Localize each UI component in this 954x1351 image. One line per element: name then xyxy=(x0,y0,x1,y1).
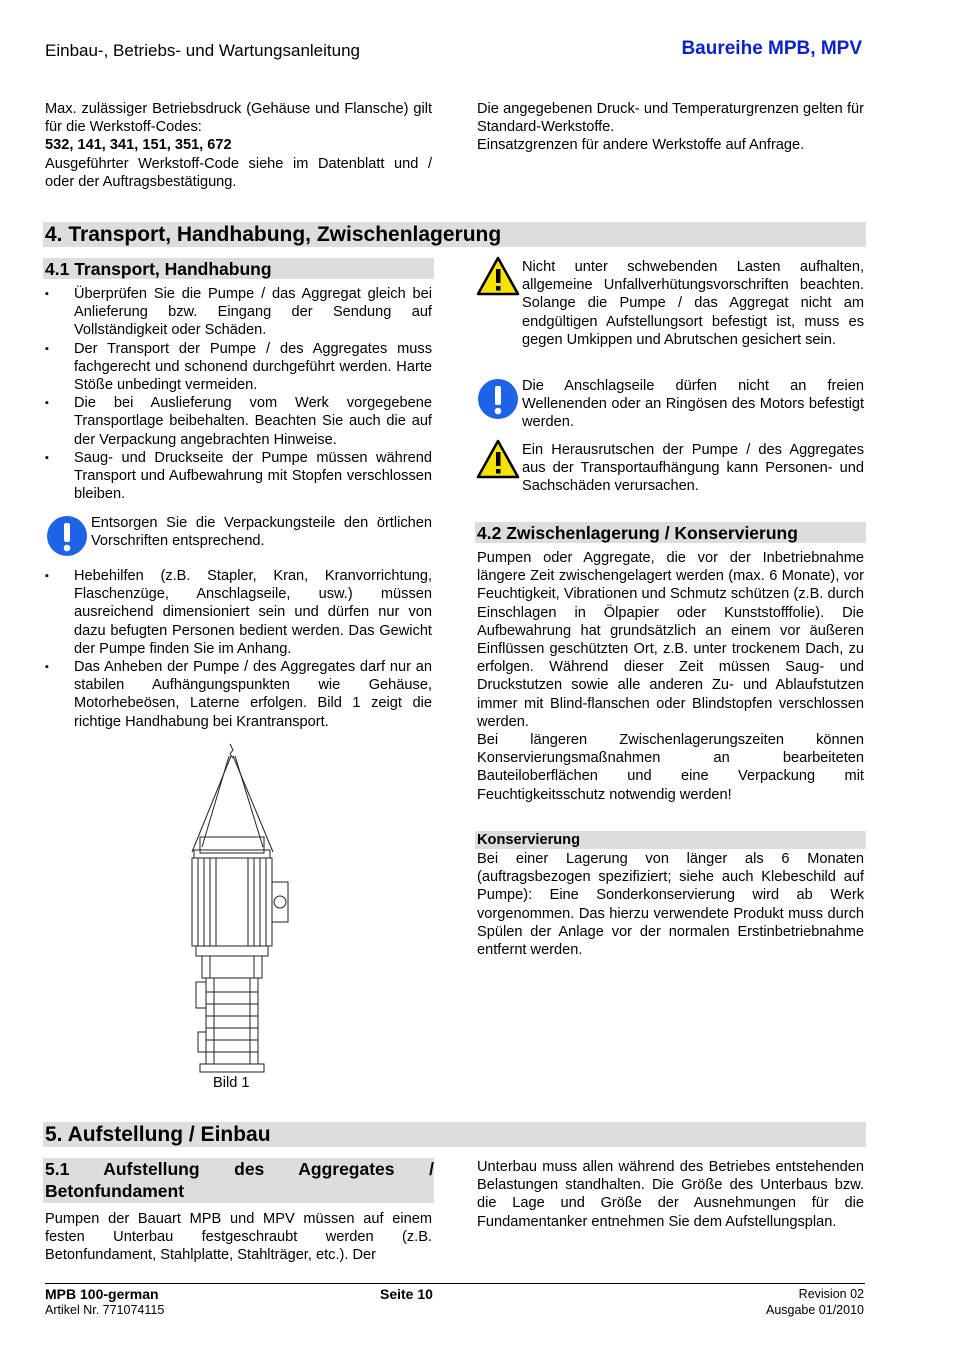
figure-caption: Bild 1 xyxy=(213,1075,250,1091)
konservierung-paragraph: Bei einer Lagerung von länger als 6 Monaten (auftragsbezogen spezifiziert; siehe auch Klebeschild auf Pumpe): Eine Sonderkonservierung wird ab Werk vorgenommen. Das hierzu verwendete Produkt muss durch Spülen der Anlage vor der normalen Erstinbetriebnahme entfernt werden. xyxy=(477,851,864,959)
list-item: ▪ Die bei Auslieferung vom Werk vorgegebene Transportlage beibehalten. Beachten Sie auch die auf der Verpackung angebrachten Hinweise. xyxy=(45,394,432,449)
footer-article: Artikel Nr. 771074115 xyxy=(45,1303,165,1317)
intro-left-codes: 532, 141, 341, 151, 351, 672 xyxy=(45,137,232,154)
s42-paragraph-2: Bei längeren Zwischenlagerungszeiten können Konservierungsmaßnahmen an bearbeiteten Bauteiloberflächen und eine Verpackung mit Feuchtigkeitsschutz notwendig werden! xyxy=(477,732,864,803)
warning-triangle-icon xyxy=(476,439,520,479)
exclamation-circle-icon xyxy=(46,515,88,557)
intro-right-p1: Die angegebenen Druck- und Temperaturgrenzen gelten für Standard-Werkstoffe. xyxy=(477,101,864,136)
header-right: Baureihe MPB, MPV xyxy=(681,38,862,59)
list-item: ▪ Überprüfen Sie die Pumpe / das Aggregat gleich bei Anlieferung bzw. Eingang der Sendung auf Vollständigkeit oder Schäden. xyxy=(45,285,432,340)
footer-issue: Ausgabe 01/2010 xyxy=(765,1303,864,1317)
list-item: ▪ Hebehilfen (z.B. Stapler, Kran, Kranvorrichtung, Flaschenzüge, Anschlagseile, usw.) müssen ausreichend dimensioniert sein und dürfen nur von dazu befugten Personen bedient werden. Das Gewicht der Pumpe finden Sie im Anhang. xyxy=(45,567,432,658)
note-ropes: Die Anschlagseile dürfen nicht an freien Wellenenden oder an Ringösen des Motors befestigt werden. xyxy=(522,378,864,431)
footer-doc: MPB 100-german xyxy=(45,1286,159,1302)
footer-page: Seite 10 xyxy=(380,1286,433,1302)
s51-title xyxy=(43,1158,434,1203)
s42-paragraph-1: Pumpen oder Aggregate, die vor der Inbetriebnahme längere Zeit zwischengelagert werden (max. 6 Monate), vor Feuchtigkeit, Vibrationen und Schmutz schützen (z.B. durch Einschlagen in Ölpapier oder Kunststofffolie). Die Aufbewahrung hat grundsätzlich an einem vor äußeren Einflüssen geschützten Ort, z.B. unter trockenem Dach, zu erfolgen. Während dieser Zeit müssen Saug- und Druckstutzen sowie alle anderen Zu- und Ablaufstutzen immer mit Blind-flanschen oder Blindstopfen verschlossen werden. xyxy=(477,550,864,730)
warning-slipping: Ein Herausrutschen der Pumpe / des Aggregates aus der Transportaufhängung kann Personen- und Sachschäden verursachen. xyxy=(522,442,864,495)
warning-suspended-loads: Nicht unter schwebenden Lasten aufhalten, allgemeine Unfallverhütungsvorschriften beachten. Solange die Pumpe / das Aggregat nicht am endgültigen Aufstellungsort befestigt ist, muss es gegen Umkippen und Abrutschen gesichert sein. xyxy=(522,259,864,348)
exclamation-circle-icon xyxy=(477,378,519,420)
warning-triangle-icon xyxy=(476,256,520,296)
bullets-b xyxy=(45,567,432,731)
footer-divider xyxy=(45,1283,865,1284)
s41-title: 4.1 Transport, Handhabung xyxy=(43,258,434,279)
section5-title: 5. Aufstellung / Einbau xyxy=(43,1122,866,1147)
list-item: ▪ Saug- und Druckseite der Pumpe müssen während Transport und Aufbewahrung mit Stopfen verschlossen bleiben. xyxy=(45,449,432,504)
intro-left-p2: Ausgeführter Werkstoff-Code siehe im Datenblatt und / oder der Auftragsbestätigung. xyxy=(45,155,432,190)
intro-left-p1: Max. zulässiger Betriebsdruck (Gehäuse und Flansche) gilt für die Werkstoff-Codes: xyxy=(45,101,432,136)
list-item: ▪ Das Anheben der Pumpe / des Aggregates darf nur an stabilen Aufhängungspunkten wie Gehäuse, Motorhebeösen, Laterne erfolgen. Bild 1 zeigt die richtige Handhabung bei Krantransport. xyxy=(45,658,432,731)
header-left: Einbau-, Betriebs- und Wartungsanleitung xyxy=(45,41,360,60)
list-item: ▪ Der Transport der Pumpe / des Aggregates muss fachgerecht und schonend durchgeführt werden. Harte Stöße unbedingt vermeiden. xyxy=(45,340,432,395)
intro-right xyxy=(477,100,864,155)
bullets-a xyxy=(45,285,432,503)
s51-right-paragraph: Unterbau muss allen während des Betriebes entstehenden Belastungen standhalten. Die Größe des Unterbaus bzw. die Lage und Größe der Ausnehmungen für die Fundamentanker entnehmen Sie dem Aufstellungsplan. xyxy=(477,1159,864,1230)
intro-left xyxy=(45,100,432,191)
pump-crane-figure xyxy=(180,742,292,1074)
s51-left-paragraph: Pumpen der Bauart MPB und MPV müssen auf einem festen Unterbau festgeschraubt werden (z.B. Betonfundament, Stahlplatte, Stahlträger, etc.). Der xyxy=(45,1211,432,1264)
note-packaging: Entsorgen Sie die Verpackungsteile den örtlichen Vorschriften entsprechend. xyxy=(91,515,432,550)
section4-title: 4. Transport, Handhabung, Zwischenlagerung xyxy=(43,222,866,247)
footer-revision: Revision 02 xyxy=(798,1287,864,1301)
intro-right-p2: Einsatzgrenzen für andere Werkstoffe auf Anfrage. xyxy=(477,137,805,154)
konservierung-title: Konservierung xyxy=(475,831,866,849)
s42-title: 4.2 Zwischenlagerung / Konservierung xyxy=(475,522,866,543)
s51-title-text: 5.1 Aufstellung des Aggregates / Betonfundament xyxy=(45,1159,434,1201)
